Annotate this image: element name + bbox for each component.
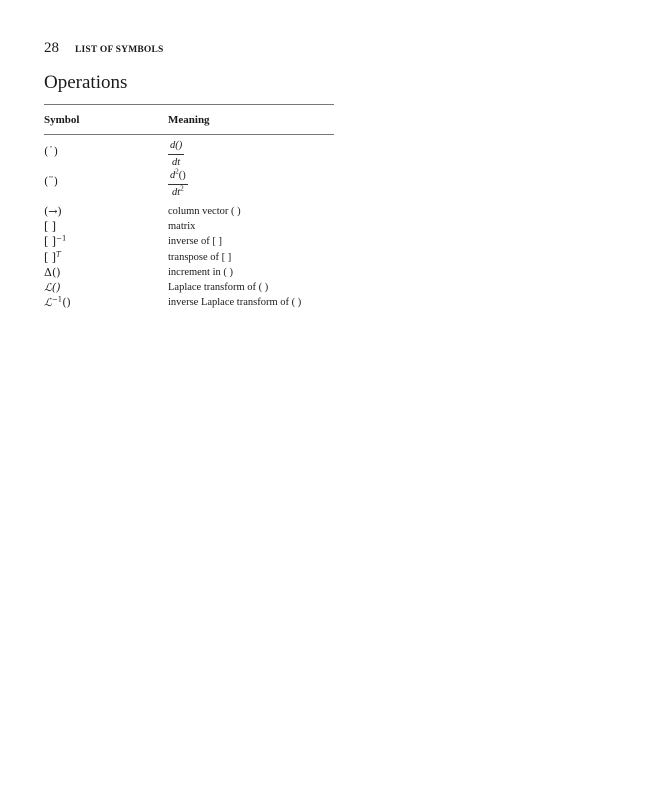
meaning-first-derivative (168, 140, 184, 169)
symbol-increment: Δ() (44, 266, 61, 279)
fraction-numerator: d() (168, 140, 184, 155)
meaning-column-header: Meaning (168, 114, 210, 126)
numerator-parens: () (178, 170, 186, 181)
meaning-inverse-laplace: inverse Laplace transform of ( ) (168, 297, 302, 308)
page-number: 28 (44, 40, 59, 56)
section-title: Operations (44, 72, 128, 93)
table-header-rule (44, 134, 334, 135)
denominator-base: dt (172, 187, 181, 199)
fraction-numerator (168, 167, 188, 185)
symbol-parens: () (62, 296, 71, 309)
meaning-inverse: inverse of [ ] (168, 236, 222, 247)
fraction-denominator: dt (172, 157, 181, 169)
symbol-transpose (44, 251, 61, 264)
symbol-vector: (→) (44, 205, 62, 218)
numerator-base: d (170, 170, 176, 181)
meaning-matrix: matrix (168, 221, 196, 232)
table-top-rule (44, 104, 334, 105)
meaning-transpose: transpose of [ ] (168, 252, 232, 263)
running-head (44, 40, 164, 57)
symbol-inverse-laplace (44, 296, 71, 309)
running-title: LIST OF SYMBOLS (75, 45, 164, 55)
symbol-base: [ ] (44, 235, 57, 248)
symbol-column-header: Symbol (44, 114, 80, 126)
meaning-column-vector: column vector ( ) (168, 206, 241, 217)
meaning-second-derivative (168, 167, 188, 199)
symbol-inverse (44, 235, 66, 248)
symbol-base: ℒ (44, 296, 52, 309)
numerator-exponent: 2 (175, 167, 179, 176)
symbol-base: [ ] (44, 251, 57, 264)
symbol-matrix: [ ] (44, 220, 57, 233)
symbol-exponent: −1 (56, 234, 67, 243)
symbol-dot: (˙) (44, 145, 59, 158)
symbol-laplace: ℒ() (44, 281, 61, 294)
meaning-laplace: Laplace transform of ( ) (168, 282, 269, 293)
denominator-exponent: 2 (180, 184, 184, 193)
fraction-denominator (172, 185, 184, 199)
symbol-exponent: T (56, 250, 61, 259)
symbol-exponent: −1 (51, 295, 63, 304)
symbol-double-dot: (¨) (44, 175, 59, 188)
meaning-increment: increment in ( ) (168, 267, 234, 278)
